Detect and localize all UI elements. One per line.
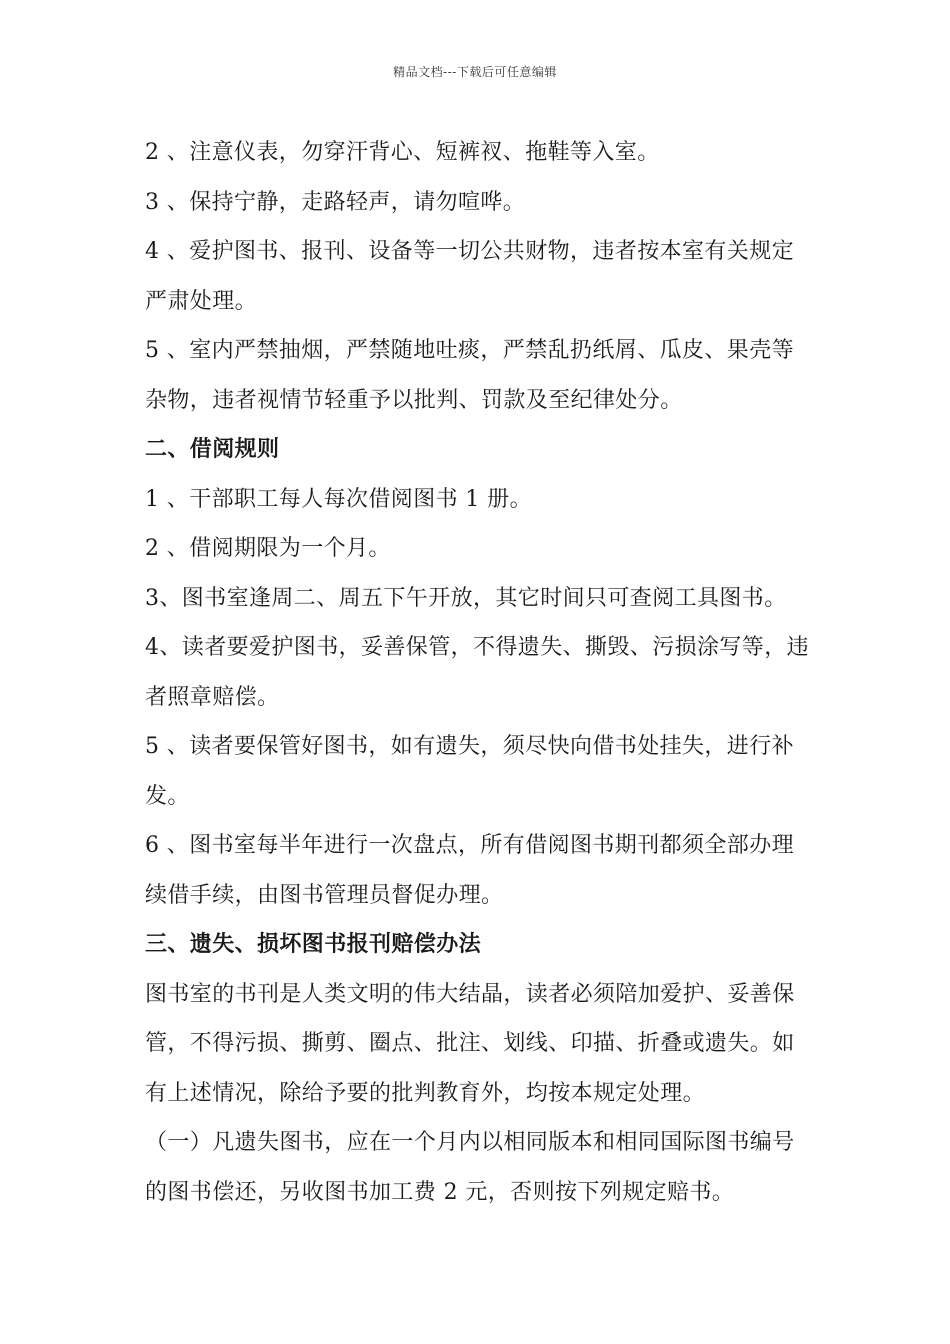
text-line: 的图书偿还，另收图书加工费 2 元，否则按下列规定赔书。 [145, 1179, 735, 1205]
text-line: 2 、借阅期限为一个月。 [145, 536, 391, 561]
section-heading: 三、遗失、损坏图书报刊赔偿办法 [145, 931, 482, 957]
text-line: 严肃处理。 [145, 288, 258, 314]
text-line: 者照章赔偿。 [145, 684, 280, 710]
text-line: 1 、干部职工每人每次借阅图书 1 册。 [145, 486, 532, 512]
text-line: 6 、图书室每半年进行一次盘点，所有借阅图书期刊都须全部办理 [145, 833, 794, 858]
text-line: 5 、读者要保管好图书，如有遗失，须尽快向借书处挂失，进行补 [145, 734, 794, 759]
text-line: 杂物，违者视情节轻重予以批判、罚款及至纪律处分。 [145, 387, 683, 413]
text-line: 图书室的书刊是人类文明的伟大结晶，读者必须陪加爱护、妥善保 [145, 981, 795, 1007]
document-body [145, 128, 810, 1217]
page-header: 精品文档---下载后可任意编辑 [393, 65, 557, 79]
text-line: （一）凡遗失图书，应在一个月内以相同版本和相同国际图书编号 [145, 1130, 795, 1155]
text-line: 2 、注意仪表，勿穿汗背心、短裤衩、拖鞋等入室。 [145, 140, 660, 165]
text-line: 3、图书室逢周二、周五下午开放，其它时间只可查阅工具图书。 [145, 585, 787, 611]
text-line: 5 、室内严禁抽烟，严禁随地吐痰，严禁乱扔纸屑、瓜皮、果壳等 [145, 338, 794, 363]
text-line: 有上述情况，除给予要的批判教育外，均按本规定处理。 [145, 1080, 706, 1106]
text-line: 续借手续，由图书管理员督促办理。 [145, 882, 504, 908]
text-line: 发。 [145, 783, 190, 809]
text-line: 4、读者要爱护图书，妥善保管，不得遗失、撕毁、污损涂写等，违 [145, 635, 809, 660]
text-line: 管，不得污损、撕剪、圈点、批注、划线、印描、折叠或遗失。如 [145, 1031, 795, 1056]
text-line: 4 、爱护图书、报刊、设备等一切公共财物，违者按本室有关规定 [145, 239, 794, 264]
section-heading: 二、借阅规则 [145, 436, 280, 462]
text-line: 3 、保持宁静，走路轻声，请勿喧哗。 [145, 189, 526, 215]
